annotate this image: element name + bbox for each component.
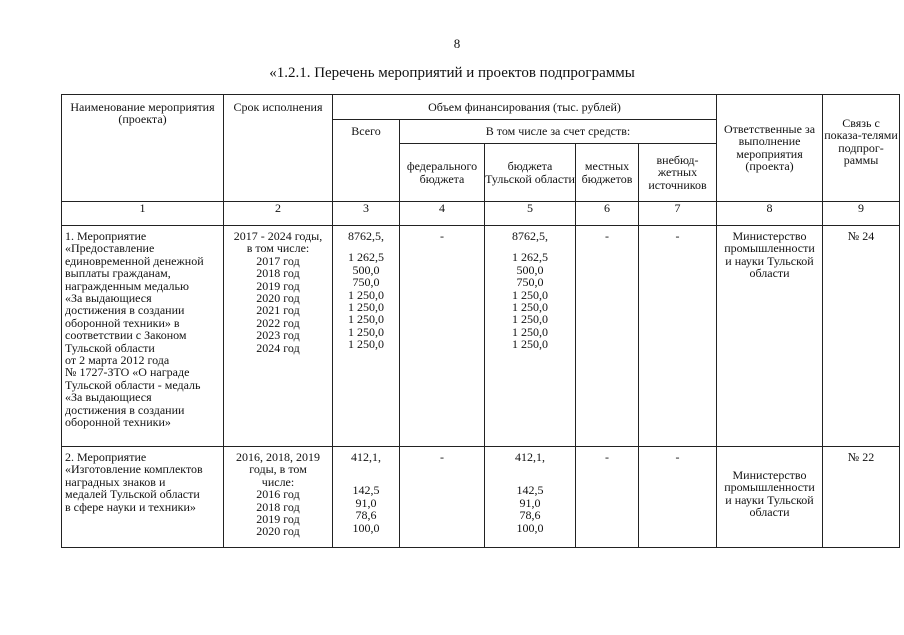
measure-local: - (576, 447, 639, 548)
measure-responsible: Министерство промышленности и науки Тульской области (717, 226, 823, 447)
header-federal: федерального бюджета (400, 144, 485, 202)
measure-federal: - (400, 226, 485, 447)
column-number: 5 (485, 202, 576, 226)
column-number: 7 (639, 202, 717, 226)
measure-link: № 24 (823, 226, 900, 447)
measure-local: - (576, 226, 639, 447)
header-responsible: Ответственные за выполнение мероприятия (проекта) (717, 95, 823, 202)
header-financing: Объем финансирования (тыс. рублей) (333, 95, 717, 120)
column-number: 2 (224, 202, 333, 226)
measure-period: 2016, 2018, 2019 годы, в том числе: 2016 год 2018 год 2019 год 2020 год (224, 447, 333, 548)
page-number: 8 (453, 36, 461, 51)
header-extra: внебюд-жетных источников (639, 144, 717, 202)
measure-total: 8762,5, 1 262,5 500,0 750,0 1 250,0 1 250,0 1 250,0 1 250,0 1 250,0 (333, 226, 400, 447)
measures-table (61, 94, 900, 548)
header-name: Наименование мероприятия (проекта) (62, 95, 224, 202)
header-total: Всего (333, 120, 400, 202)
header-link: Связь с показа-телями подпрог-раммы (823, 95, 900, 202)
header-local: местных бюджетов (576, 144, 639, 202)
column-number: 6 (576, 202, 639, 226)
header-period: Срок исполнения (224, 95, 333, 202)
measure-federal: - (400, 447, 485, 548)
table-row (62, 226, 900, 447)
measure-name-text: 1. Мероприятие «Предоставление единовременной денежной выплаты гражданам, награжденным медалью «За выдающиеся достижения в создании оборонной техники» в соответствии с Законом Тульской области от 2 марта 2012 года № 1727-ЗТО «О награде Тульской области - медаль «За выдающиеся достижения в создании оборонной техники» (65, 229, 204, 430)
column-numbers-row (62, 202, 900, 226)
column-number: 8 (717, 202, 823, 226)
measure-responsible: Министерство промышленности и науки Тульской области (717, 447, 823, 548)
measure-name-text: 2. Мероприятие «Изготовление комплектов наградных знаков и медалей Тульской области в сфере науки и техники» (65, 450, 203, 514)
measure-regional: 8762,5, 1 262,5 500,0 750,0 1 250,0 1 250,0 1 250,0 1 250,0 1 250,0 (485, 226, 576, 447)
page-title: «1.2.1. Перечень мероприятий и проектов подпрограммы (269, 65, 635, 81)
header-regional: бюджета Тульской области (485, 144, 576, 202)
column-number: 4 (400, 202, 485, 226)
measure-name (62, 226, 224, 447)
column-number: 9 (823, 202, 900, 226)
measure-extra: - (639, 447, 717, 548)
column-number: 3 (333, 202, 400, 226)
measure-link: № 22 (823, 447, 900, 548)
header-including: В том числе за счет средств: (400, 120, 717, 144)
column-number: 1 (62, 202, 224, 226)
measure-extra: - (639, 226, 717, 447)
measure-name (62, 447, 224, 548)
measure-total: 412,1, 142,5 91,0 78,6 100,0 (333, 447, 400, 548)
measure-period: 2017 - 2024 годы, в том числе: 2017 год 2018 год 2019 год 2020 год 2021 год 2022 год 2023 год 2024 год (224, 226, 333, 447)
table-row (62, 447, 900, 548)
measure-regional: 412,1, 142,5 91,0 78,6 100,0 (485, 447, 576, 548)
